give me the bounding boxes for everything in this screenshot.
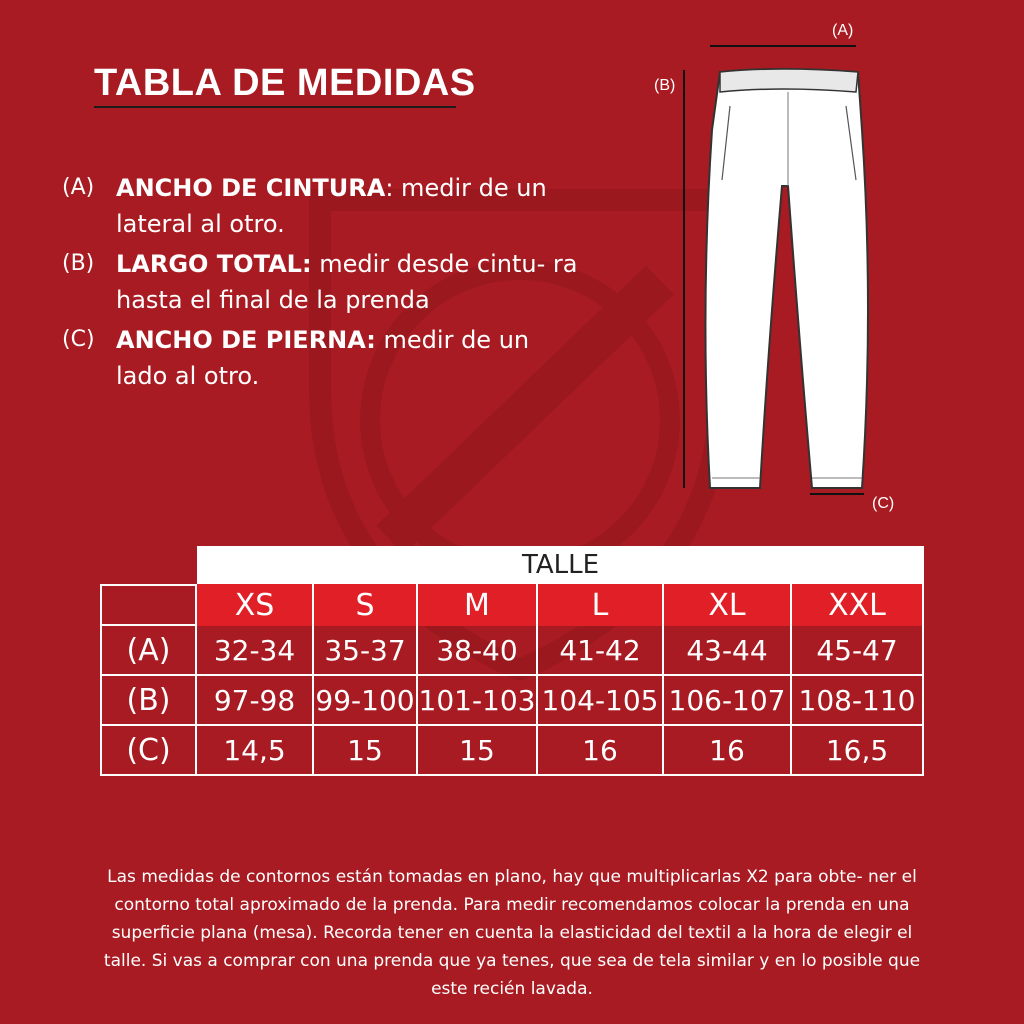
table-cell: 32-34: [197, 626, 314, 676]
table-cell: 38-40: [418, 626, 538, 676]
pants-diagram: [650, 10, 910, 520]
page-title: TABLA DE MEDIDAS: [94, 62, 476, 104]
table-cell: 16: [538, 726, 664, 776]
definition-desc: medir desde cintu- ra hasta el final de la prenda: [116, 250, 578, 314]
definition-letter: (C): [62, 327, 95, 352]
definition-b: [62, 246, 582, 318]
row-label: (B): [100, 676, 197, 726]
size-table: [100, 546, 924, 776]
table-cell: 106-107: [664, 676, 792, 726]
definition-letter: (A): [62, 175, 95, 200]
definition-desc: : medir de un lateral al otro.: [116, 174, 547, 238]
definition-term: LARGO TOTAL:: [116, 250, 312, 278]
care-note: Las medidas de contornos están tomadas en plano, hay que multiplicarlas X2 para obte- ner el contorno total aproximado de la prenda. Para medir recomendamos colocar la prenda en una superficie plana (mesa). Recorda tener en cuenta la elasticidad del textil a la hora de elegir el talle. Si vas a comprar con una prenda que ya tenes, que sea de tela similar y en lo posible que este recién lavada.: [103, 867, 921, 999]
row-label: (C): [100, 726, 197, 776]
table-cell: 43-44: [664, 626, 792, 676]
measurement-definitions: [62, 170, 582, 398]
table-cell: 35-37: [314, 626, 418, 676]
size-xxl: XXL: [792, 584, 924, 626]
table-row: [100, 726, 924, 776]
table-cell: 15: [418, 726, 538, 776]
definition-term: ANCHO DE CINTURA: [116, 174, 386, 202]
definition-term: ANCHO DE PIERNA:: [116, 326, 376, 354]
table-row: [100, 676, 924, 726]
table-cell: 99-100: [314, 676, 418, 726]
table-cell: 16: [664, 726, 792, 776]
table-row: [100, 626, 924, 676]
size-header-row: [100, 584, 924, 626]
table-cell: 108-110: [792, 676, 924, 726]
size-s: S: [314, 584, 418, 626]
table-cell: 101-103: [418, 676, 538, 726]
size-m: M: [418, 584, 538, 626]
definition-a: [62, 170, 582, 242]
table-cell: 14,5: [197, 726, 314, 776]
pants-outline: [705, 69, 868, 488]
table-cell: 16,5: [792, 726, 924, 776]
table-corner: [100, 584, 197, 626]
label-c: (C): [872, 495, 895, 512]
label-b: (B): [654, 77, 676, 94]
size-xl: XL: [664, 584, 792, 626]
talle-header: TALLE: [197, 546, 924, 584]
title-underline: [94, 106, 456, 108]
table-cell: 45-47: [792, 626, 924, 676]
row-label: (A): [100, 626, 197, 676]
definition-letter: (B): [62, 251, 95, 276]
size-xs: XS: [197, 584, 314, 626]
table-cell: 97-98: [197, 676, 314, 726]
table-cell: 104-105: [538, 676, 664, 726]
table-cell: 15: [314, 726, 418, 776]
table-cell: 41-42: [538, 626, 664, 676]
definition-c: [62, 322, 582, 394]
definition-desc: medir de un lado al otro.: [116, 326, 530, 390]
size-l: L: [538, 584, 664, 626]
label-a: (A): [832, 22, 854, 39]
